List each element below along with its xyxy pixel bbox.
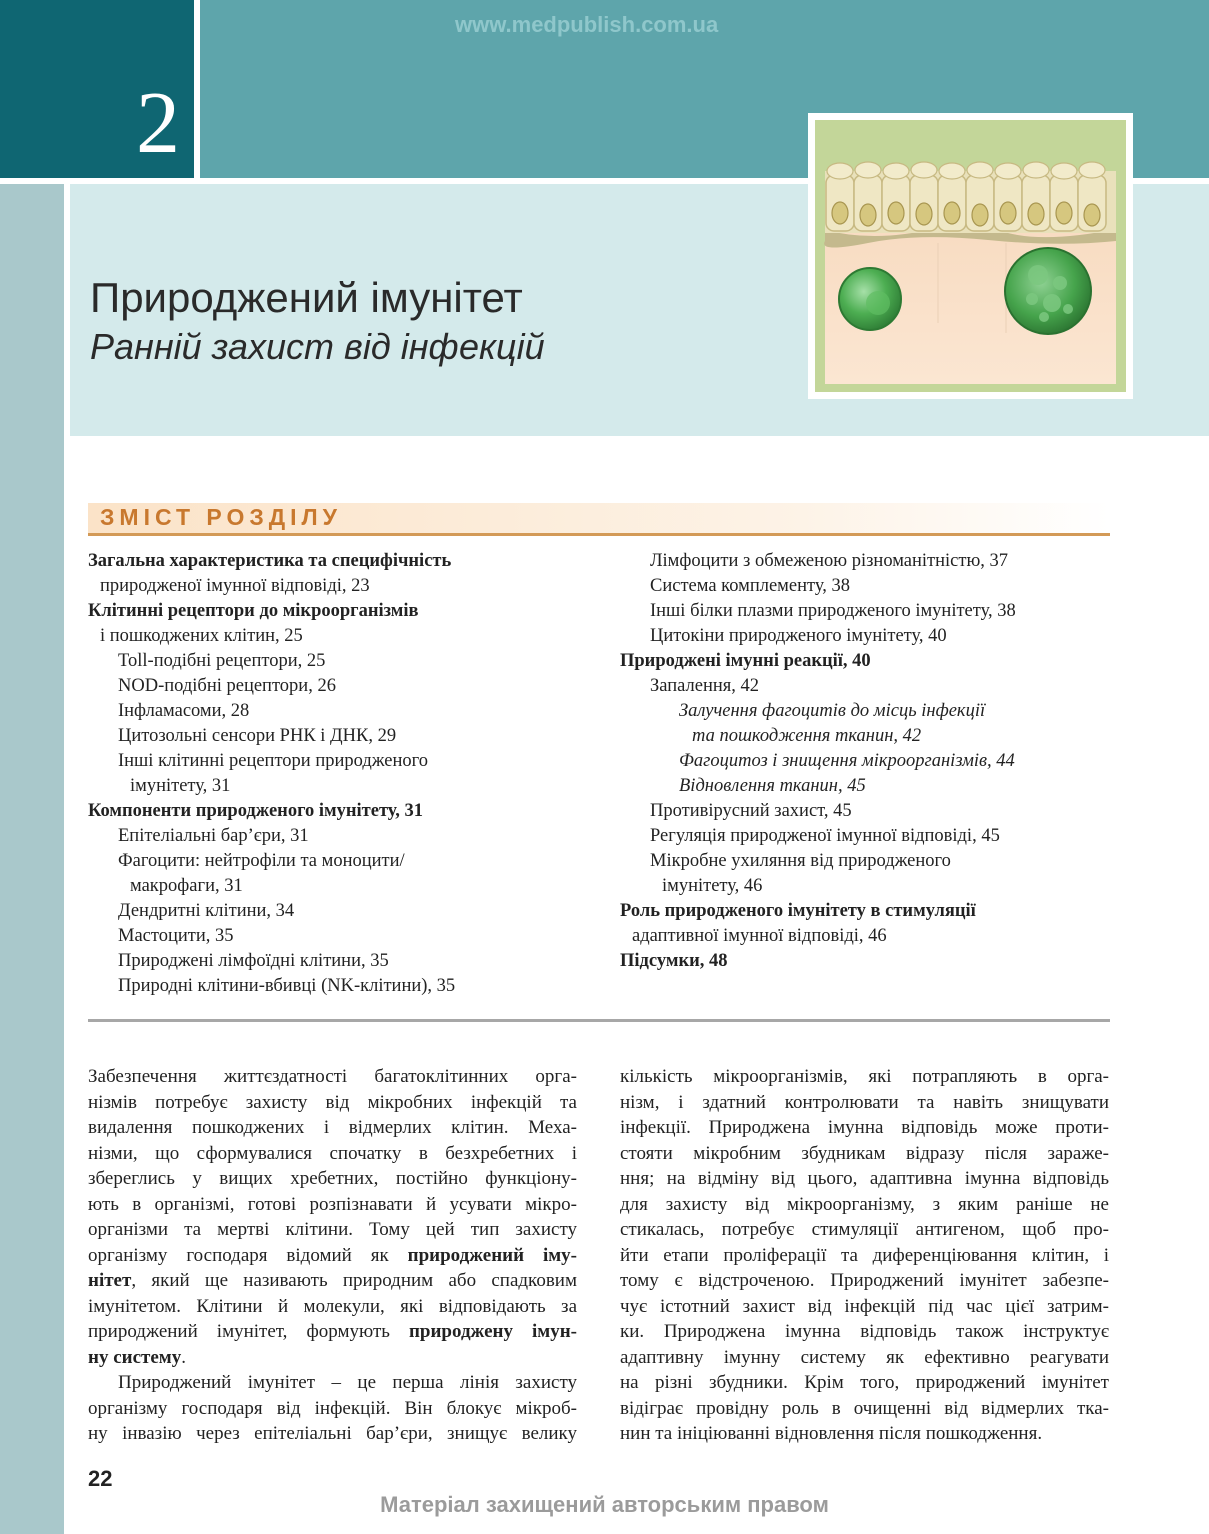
text-run: нізми, що сформувалися спочатку в безхребетних і	[88, 1142, 577, 1164]
toc-entry: Противірусний захист, 45	[650, 801, 852, 821]
body-text-line	[620, 1268, 1109, 1294]
toc-entry: імунітету, 31	[130, 776, 231, 796]
chapter-number: 2	[136, 75, 180, 172]
body-text-line	[88, 1421, 577, 1447]
toc-entry: Лімфоцити з обмеженою різноманітністю, 37	[650, 551, 1009, 571]
toc-entry: Клітинні рецептори до мікроорганізмів	[88, 601, 419, 621]
toc-entry: Роль природженого імунітету в стимуляції	[620, 901, 976, 921]
text-run: ння; на відміну від цього, адаптивна імунна відповідь	[620, 1168, 1109, 1189]
toc-entry: Підсумки, 48	[620, 951, 728, 971]
text-run: , який ще називають природним або спадковим	[131, 1270, 577, 1291]
text-run: чує істотний захист від інфекцій під час цієї затрим-	[620, 1295, 1109, 1317]
text-run: нізмів потребує захисту від мікробних інфекцій та	[88, 1091, 577, 1113]
body-text-line	[620, 1141, 1109, 1167]
body-text-line	[88, 1217, 577, 1243]
body-text-line	[88, 1141, 577, 1167]
toc-entry: і пошкоджених клітин, 25	[100, 626, 303, 646]
body-text-line	[620, 1166, 1109, 1192]
toc-entry: адаптивної імунної відповіді, 46	[632, 926, 887, 946]
toc-heading-text: ЗМІСТ РОЗДІЛУ	[100, 504, 342, 530]
watermark-url: www.medpublish.com.ua	[455, 12, 719, 37]
toc-entry: NOD-подібні рецептори, 26	[118, 676, 336, 696]
toc-entry: Природні клітини-вбивці (NK-клітини), 35	[118, 976, 456, 996]
text-run: Природжений імунітет – це перша лінія захисту	[118, 1372, 577, 1393]
text-run: організми та мертві клітини. Тому цей тип захисту	[88, 1219, 577, 1240]
body-text-line	[88, 1192, 577, 1218]
body-text-line	[88, 1294, 577, 1320]
toc-entry: Природжені лімфоїдні клітини, 35	[118, 951, 389, 971]
body-text-line	[620, 1192, 1109, 1218]
text-run: організму господаря від інфекцій. Він блокує мікроб-	[88, 1397, 577, 1419]
bold-term: ну систему	[88, 1346, 182, 1368]
toc-entry: Інші клітинні рецептори природженого	[118, 751, 429, 771]
epithelium-cells-image	[808, 113, 1133, 399]
toc-entry: та пошкодження тканин, 42	[692, 726, 922, 746]
body-text-line	[88, 1268, 577, 1294]
body-text-line	[88, 1064, 577, 1090]
toc-left-column	[88, 549, 568, 999]
text-run: природжений імунітет, формують	[88, 1321, 409, 1342]
toc-entry: Мікробне ухиляння від природженого	[650, 851, 951, 871]
toc-entry: імунітету, 46	[662, 876, 763, 896]
toc-entry: Компоненти природженого імунітету, 31	[88, 801, 423, 821]
text-run: ну інвазію через епітеліальні бар’єри, знищує велику	[88, 1423, 577, 1444]
chapter-subtitle: Ранній захист від інфекцій	[90, 326, 545, 367]
text-run: імунітетом. Клітини й молекули, які відповідають за	[88, 1295, 577, 1317]
toc-entry: макрофаги, 31	[130, 876, 243, 896]
toc-entry: Цитокіни природженого імунітету, 40	[650, 626, 947, 646]
body-text-line	[620, 1115, 1109, 1141]
body-text-line	[620, 1319, 1109, 1345]
toc-entry: Цитозольні сенсори РНК і ДНК, 29	[118, 726, 397, 746]
left-margin-strip	[0, 184, 64, 1534]
text-run: збереглись у вищих хребетних, постійно функціону-	[88, 1168, 577, 1189]
body-text-line	[620, 1064, 1109, 1090]
text-run: для захисту від мікроорганізму, з яким раніше не	[620, 1193, 1109, 1215]
text-run: нізм, і здатний контролювати та навіть знищувати	[620, 1091, 1109, 1113]
toc-entry: Залучення фагоцитів до місць інфекції	[679, 701, 986, 721]
text-run: нин та ініціюванні відновлення після пошкодження.	[620, 1423, 1043, 1444]
text-run: адаптивну імунну систему як ефективно реагувати	[620, 1346, 1109, 1368]
body-text-line	[620, 1217, 1109, 1243]
toc-right-column	[620, 549, 1110, 974]
toc-entry: Запалення, 42	[650, 676, 760, 696]
chapter-title: Природжений імунітет	[90, 274, 523, 321]
body-text-line	[88, 1115, 577, 1141]
toc-entry: Загальна характеристика та специфічність	[88, 551, 452, 571]
copyright-notice: Матеріал захищений авторським правом	[380, 1492, 829, 1517]
body-text-line	[88, 1345, 577, 1371]
toc-entry: Фагоцитоз і знищення мікроорганізмів, 44	[679, 751, 1015, 771]
text-run: ки. Природжена імунна відповідь також інструктує	[620, 1321, 1109, 1342]
toc-entry: природженої імунної відповіді, 23	[100, 576, 370, 596]
body-text-line	[620, 1294, 1109, 1320]
toc-heading	[88, 503, 1110, 536]
body-text-line	[88, 1319, 577, 1345]
text-run: йти етапи проліферації та диференціювання клітин, і	[620, 1244, 1109, 1266]
text-run: .	[181, 1346, 186, 1368]
bold-term: нітет	[88, 1270, 132, 1291]
toc-entry: Регуляція природженої імунної відповіді, 45	[650, 826, 1000, 846]
text-run: відіграє провідну роль в очищенні від відмерлих тка-	[620, 1397, 1109, 1419]
text-run: організму господаря відомий як	[88, 1244, 408, 1266]
text-run: на різні збудники. Крім того, природжений імунітет	[620, 1372, 1109, 1393]
text-run: інфекції. Природжена імунна відповідь може проти-	[620, 1117, 1109, 1138]
toc-entry: Система комплементу, 38	[650, 576, 850, 596]
body-text-line	[88, 1090, 577, 1116]
toc-entry: Інші білки плазми природженого імунітету, 38	[650, 601, 1016, 621]
body-text-line	[620, 1421, 1109, 1447]
toc-entry: Фагоцити: нейтрофіли та моноцити/	[118, 851, 405, 871]
page-number: 22	[88, 1466, 113, 1491]
body-text-line	[620, 1090, 1109, 1116]
text-run: ють в організмі, готові розпізнавати й усувати мікро-	[88, 1193, 577, 1215]
body-text-line	[620, 1370, 1109, 1396]
toc-entry: Дендритні клітини, 34	[118, 901, 295, 921]
toc-entry: Відновлення тканин, 45	[679, 776, 866, 796]
toc-divider	[88, 1019, 1110, 1022]
bold-term: природжену імун-	[408, 1321, 578, 1342]
text-run: Забезпечення життєздатності багатоклітинних орга-	[88, 1066, 577, 1087]
body-text-line	[88, 1370, 577, 1396]
epithelium-illustration	[808, 113, 1133, 399]
text-run: стикалась, потребує стимуляції антигеном, щоб про-	[620, 1219, 1109, 1240]
body-text-right-column	[620, 1064, 1109, 1447]
body-text-line	[88, 1396, 577, 1422]
text-run: кількість мікроорганізмів, які потрапляють в орга-	[620, 1066, 1109, 1087]
text-run: видалення пошкоджених і відмерлих клітин. Меха-	[88, 1117, 577, 1138]
toc-entry: Toll-подібні рецептори, 25	[118, 651, 326, 671]
body-text-line	[620, 1345, 1109, 1371]
toc-entry: Мастоцити, 35	[118, 926, 234, 946]
toc-entry: Інфламасоми, 28	[118, 701, 250, 721]
text-run: тому є відстроченою. Природжений імунітет забезпе-	[620, 1270, 1109, 1291]
body-text-line	[88, 1166, 577, 1192]
toc-entry: Епітеліальні бар’єри, 31	[118, 826, 309, 846]
body-text-line	[620, 1396, 1109, 1422]
bold-term: природжений іму-	[407, 1244, 577, 1266]
body-text-left-column	[88, 1064, 577, 1447]
text-run: стояти мікробним збудникам відразу після зараже-	[620, 1142, 1109, 1164]
toc-entry: Природжені імунні реакції, 40	[620, 651, 871, 671]
body-text-line	[88, 1243, 577, 1269]
body-text-line	[620, 1243, 1109, 1269]
